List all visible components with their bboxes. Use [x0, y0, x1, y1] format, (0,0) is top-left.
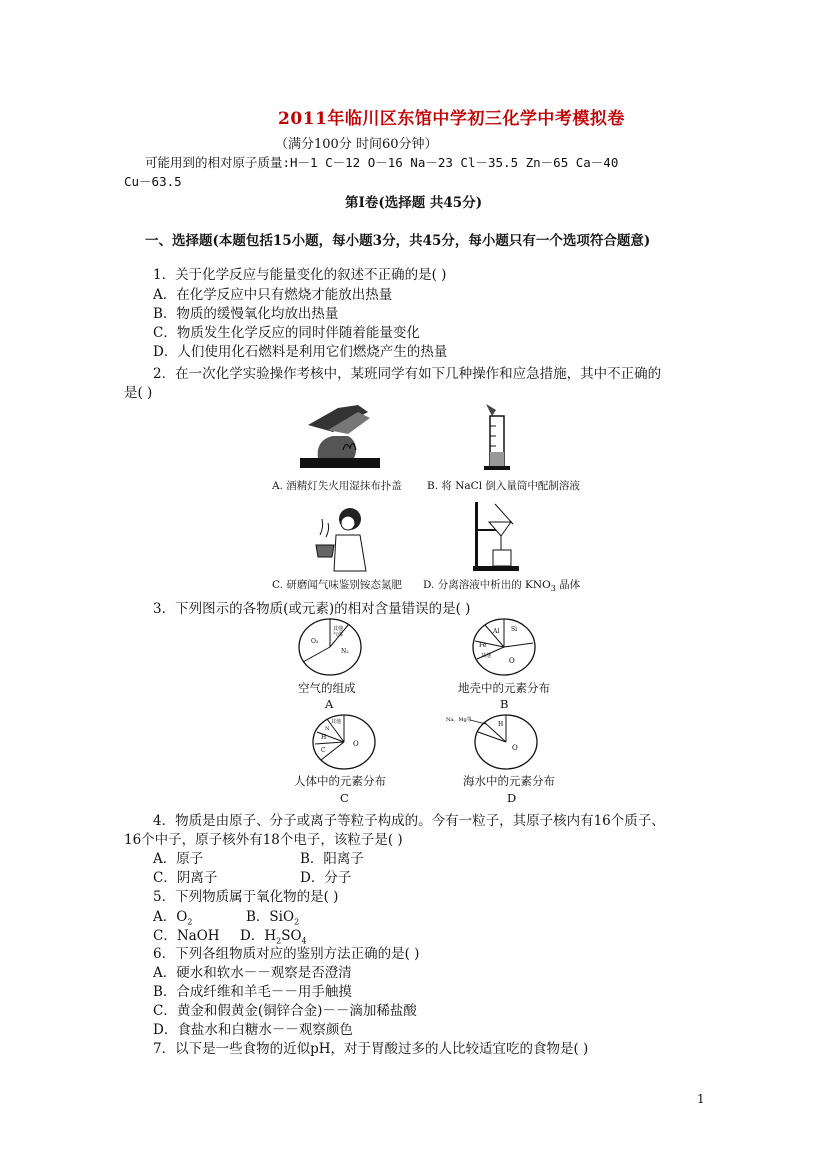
exam-title: 2011年临川区东馆中学初三化学中考模拟卷 — [278, 109, 625, 129]
q5-option-d-subscript-2: 4 — [301, 936, 307, 946]
page-number: 1 — [697, 1092, 705, 1106]
pie-d-caption: 海水中的元素分布 — [463, 774, 555, 788]
pie-d-label-h: H — [498, 721, 504, 728]
pie-c-caption: 人体中的元素分布 — [294, 774, 386, 788]
pie-a-label-other2: 气体 — [333, 632, 344, 638]
illustration-alcohol-lamp — [298, 400, 383, 472]
q6-option-c: C．黄金和假黄金(铜锌合金)－－滴加稀盐酸 — [153, 1003, 417, 1019]
caption-a: A. 酒精灯失火用湿抹布扑盖 — [272, 480, 402, 492]
q5-option-b-text: B．SiO — [246, 909, 295, 925]
pie-d-letter: D — [507, 791, 517, 805]
caption-d-text: D. 分离溶液中析出的 KNO — [423, 579, 551, 591]
illustration-graduated-cylinder — [478, 402, 518, 472]
q4-stem-line1: 4．物质是由原子、分子或离子等粒子构成的。今有一粒子，其原子核内有16个质子、 — [153, 813, 665, 829]
pie-c-label-h: H — [321, 734, 327, 741]
part-title: 一、选择题(本题包括15小题，每小题3分，共45分，每小题只有一个选项符合题意) — [145, 233, 651, 249]
pie-d-label-o: O — [512, 744, 518, 752]
q6-stem: 6．下列各组物质对应的鉴别方法正确的是( ) — [153, 946, 420, 962]
q5-option-b-subscript: 2 — [294, 917, 300, 927]
caption-d-subscript: 3 — [550, 584, 556, 594]
illustration-filtration — [473, 500, 523, 574]
pie-chart-air — [297, 617, 363, 677]
pie-chart-crust — [471, 617, 537, 677]
caption-b: B. 将 NaCl 倒入量筒中配制溶液 — [427, 480, 580, 492]
q7-stem: 7．以下是一些食物的近似pH，对于胃酸过多的人比较适宜吃的食物是( ) — [153, 1041, 589, 1057]
pie-chart-human-body — [311, 710, 377, 770]
pie-a-label-o2: O₂ — [311, 638, 319, 645]
q5-option-a-subscript: 2 — [187, 917, 193, 927]
pie-c-letter: C — [340, 791, 349, 805]
pie-b-label-o: O — [509, 657, 515, 665]
q4-option-c: C．阴离子 — [153, 870, 218, 886]
q1-stem: 1．关于化学反应与能量变化的叙述不正确的是( ) — [153, 267, 447, 283]
q2-stem-line2: 是( ) — [124, 385, 153, 401]
pie-b-label-fe: Fe — [479, 642, 487, 649]
exam-subtitle: （满分100分 时间60分钟） — [275, 137, 438, 152]
pie-b-caption: 地壳中的元素分布 — [458, 681, 550, 695]
caption-c: C. 研磨闻气味鉴别铵态氮肥 — [272, 579, 402, 591]
caption-d — [423, 577, 580, 593]
q5-option-c: C．NaOH — [153, 928, 220, 944]
section-title: 第Ⅰ卷(选择题 共45分) — [345, 195, 483, 211]
q5-option-a-text: A．O — [153, 909, 188, 925]
q6-option-a: A．硬水和软水－－观察是否澄清 — [153, 965, 352, 981]
q1-option-b: B．物质的缓慢氧化均放出热量 — [153, 306, 339, 322]
pie-a-label-n2: N₂ — [341, 648, 349, 655]
atomic-masses-line2: Cu－63.5 — [124, 174, 182, 189]
q4-stem-line2: 16个中子，原子核外有18个电子，该粒子是( ) — [124, 832, 403, 848]
q5-option-d-subscript-1: 2 — [276, 936, 282, 946]
pie-chart-seawater — [440, 710, 540, 770]
caption-d-suffix: 晶体 — [555, 579, 581, 591]
pie-b-label-si: Si — [511, 626, 518, 633]
q1-option-c: C．物质发生化学反应的同时伴随着能量变化 — [153, 325, 420, 341]
q6-option-d: D．食盐水和白糖水－－观察颜色 — [153, 1022, 353, 1038]
q6-option-b: B．合成纤维和羊毛－－用手触摸 — [153, 984, 352, 1000]
q4-option-b: B．阳离子 — [300, 851, 364, 867]
q5-option-d-text: D．H — [240, 928, 277, 944]
pie-b-label-al: Al — [493, 628, 500, 635]
pie-a-caption: 空气的组成 — [298, 681, 356, 695]
pie-c-label-n: N — [325, 726, 330, 732]
q4-option-d: D．分子 — [300, 870, 352, 886]
pie-b-letter: B — [500, 697, 509, 711]
q5-option-d-text-mid: SO — [281, 928, 302, 944]
pie-d-label-na-mg: Na、Mg等 — [446, 717, 472, 723]
atomic-masses-line1: 可能用到的相对原子质量:H－1 C－12 O－16 Na－23 Cl－35.5 Zn－65 Ca－40 — [145, 155, 619, 170]
pie-a-letter: A — [325, 697, 334, 711]
pie-c-label-c: C — [321, 747, 326, 754]
q3-stem: 3．下列图示的各物质(或元素)的相对含量错误的是( ) — [153, 601, 471, 617]
illustration-grinding-smell — [312, 505, 374, 573]
pie-b-label-other: 其他 — [481, 653, 492, 659]
pie-a-label-other1: 其他 — [333, 626, 344, 632]
pie-c-label-other: 其他 — [331, 719, 342, 725]
q5-stem: 5．下列物质属于氧化物的是( ) — [153, 889, 339, 905]
q2-stem-line1: 2．在一次化学实验操作考核中，某班同学有如下几种操作和应急措施，其中不正确的 — [153, 366, 662, 382]
q1-option-d: D．人们使用化石燃料是利用它们燃烧产生的热量 — [153, 344, 448, 360]
q1-option-a: A．在化学反应中只有燃烧才能放出热量 — [153, 287, 393, 303]
pie-c-label-o: O — [353, 740, 359, 748]
q4-option-a: A．原子 — [153, 851, 204, 867]
